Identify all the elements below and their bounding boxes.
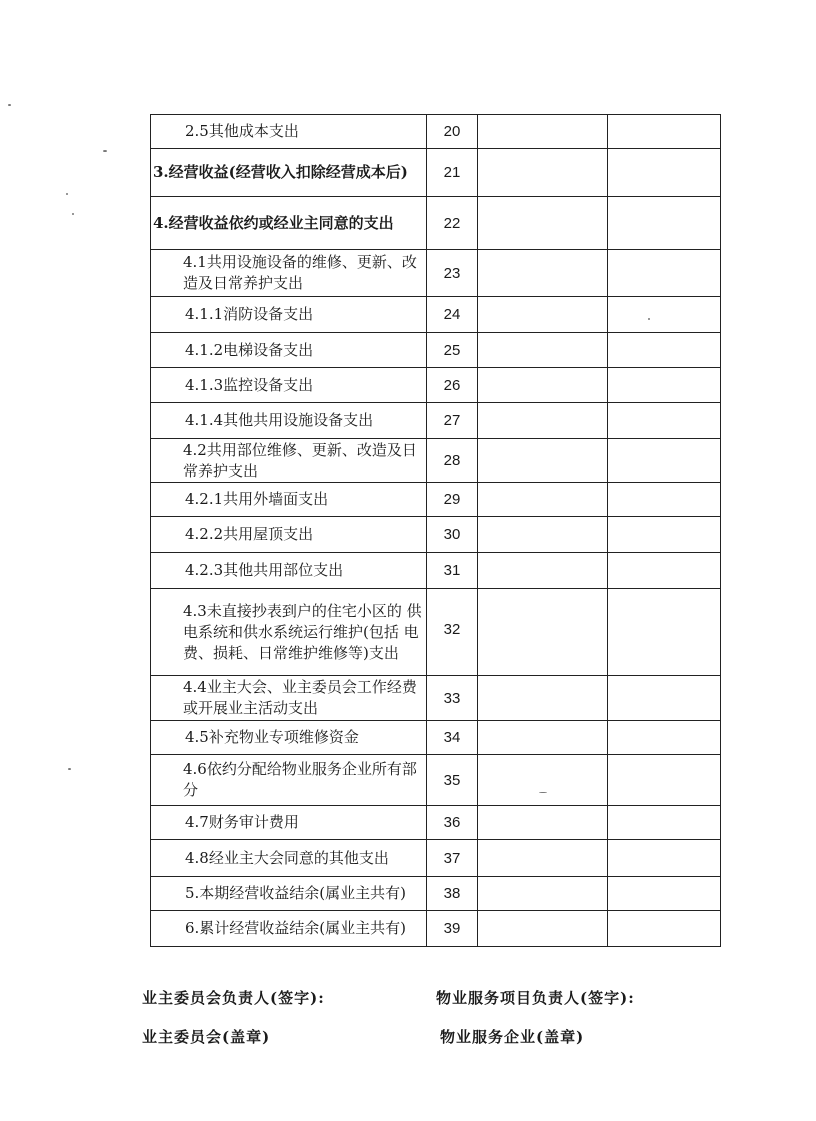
item-cell [151,115,427,149]
value-cell [478,197,608,250]
row-number: 38 [427,877,478,911]
item-label: 4.8经业主大会同意的其他支出 [185,848,389,867]
item-label: 4.经营收益依约或经业主同意的支出 [153,213,394,232]
value-cell [608,806,721,840]
item-cell [151,911,427,947]
row-number: 22 [427,197,478,250]
item-cell [151,755,427,806]
item-cell [151,721,427,755]
value-cell [478,589,608,676]
item-label: 4.2共用部位维修、更新、改造及日常养护支出 [183,440,417,480]
row-number: 21 [427,149,478,197]
item-cell [151,333,427,368]
scan-speck [648,318,650,320]
item-label: 4.1.4其他共用设施设备支出 [185,411,374,429]
table-row [151,333,721,368]
value-cell [608,439,721,483]
row-number: 27 [427,403,478,439]
item-label: 6.累计经营收益结余(属业主共有) [185,919,407,937]
row-number: 25 [427,333,478,368]
item-label: 4.5补充物业专项维修资金 [185,728,359,746]
value-cell [478,676,608,721]
value-cell [478,403,608,439]
item-cell [151,840,427,877]
item-label: 4.6依约分配给物业服务企业所有部分 [183,760,417,799]
table-row [151,840,721,877]
table-row [151,806,721,840]
value-cell [478,483,608,517]
item-cell [151,403,427,439]
company-seal-label: 物业服务企业(盖章) [440,1028,585,1046]
row-number: 33 [427,676,478,721]
table-row [151,197,721,250]
value-cell [478,439,608,483]
item-cell [151,483,427,517]
item-cell [151,589,427,676]
item-label: 4.1共用设施设备的维修、更新、改造及日常养护支出 [183,253,417,292]
item-label: 4.1.3监控设备支出 [185,375,314,394]
table-row [151,250,721,297]
ledger-body [151,115,721,947]
table-row [151,483,721,517]
row-number: 34 [427,721,478,755]
table-row [151,589,721,676]
value-cell [478,517,608,553]
value-cell [608,589,721,676]
item-cell [151,368,427,403]
scan-speck [8,104,11,106]
value-cell [608,149,721,197]
value-cell [608,553,721,589]
table-row [151,911,721,947]
scan-speck [539,792,547,793]
value-cell [608,721,721,755]
value-cell [608,297,721,333]
committee-head-signature-label: 业主委员会负责人(签字): [142,989,325,1007]
value-cell [608,483,721,517]
value-cell [608,676,721,721]
item-cell [151,806,427,840]
table-row [151,115,721,149]
value-cell [478,911,608,947]
item-label: 2.5其他成本支出 [185,122,299,140]
table-row [151,755,721,806]
value-cell [478,806,608,840]
row-number: 30 [427,517,478,553]
value-cell [478,840,608,877]
row-number: 29 [427,483,478,517]
value-cell [478,333,608,368]
table-row [151,676,721,721]
value-cell [608,368,721,403]
value-cell [478,250,608,297]
table-row [151,877,721,911]
value-cell [478,721,608,755]
scan-speck [72,213,74,215]
item-cell [151,877,427,911]
item-label: 4.1.1消防设备支出 [185,305,314,323]
table-row [151,721,721,755]
row-number: 20 [427,115,478,149]
row-number: 32 [427,589,478,676]
value-cell [608,403,721,439]
table-row [151,553,721,589]
item-label: 5.本期经营收益结余(属业主共有) [185,884,407,902]
value-cell [478,368,608,403]
value-cell [608,911,721,947]
committee-seal-label: 业主委员会(盖章) [142,1028,271,1046]
value-cell [608,197,721,250]
row-number: 31 [427,553,478,589]
item-label: 4.4业主大会、业主委员会工作经费 或开展业主活动支出 [183,678,417,717]
value-cell [608,840,721,877]
row-number: 36 [427,806,478,840]
value-cell [608,333,721,368]
row-number: 23 [427,250,478,297]
item-label: 4.2.3其他共用部位支出 [185,561,344,579]
value-cell [608,517,721,553]
ledger-table [150,114,721,947]
value-cell [478,755,608,806]
row-number: 24 [427,297,478,333]
table-row [151,149,721,197]
value-cell [478,115,608,149]
item-label: 4.3未直接抄表到户的住宅小区的 供电系统和供水系统运行维护(包括 电费、损耗、日常维护维修等)支出 [183,601,422,662]
item-cell [151,553,427,589]
scan-speck [68,768,71,770]
row-number: 28 [427,439,478,483]
item-label: 4.1.2电梯设备支出 [185,340,314,359]
table-row [151,297,721,333]
table-row [151,403,721,439]
value-cell [608,250,721,297]
item-cell [151,297,427,333]
row-number: 35 [427,755,478,806]
value-cell [478,149,608,197]
row-number: 37 [427,840,478,877]
item-cell [151,250,427,297]
item-label: 4.2.1共用外墙面支出 [185,490,329,508]
value-cell [478,877,608,911]
scan-speck [103,150,107,152]
value-cell [478,553,608,589]
property-head-signature-label: 物业服务项目负责人(签字): [436,989,635,1007]
row-number: 26 [427,368,478,403]
value-cell [608,115,721,149]
item-cell [151,197,427,250]
item-label: 4.2.2共用屋顶支出 [185,525,314,543]
value-cell [608,755,721,806]
table-row [151,439,721,483]
value-cell [608,877,721,911]
item-cell [151,149,427,197]
row-number: 39 [427,911,478,947]
item-cell [151,676,427,721]
value-cell [478,297,608,333]
item-cell [151,439,427,483]
table-row [151,368,721,403]
table-row [151,517,721,553]
item-label: 3.经营收益(经营收入扣除经营成本后) [153,163,408,181]
scan-speck [66,193,68,195]
item-cell [151,517,427,553]
item-label: 4.7财务审计费用 [185,813,299,831]
